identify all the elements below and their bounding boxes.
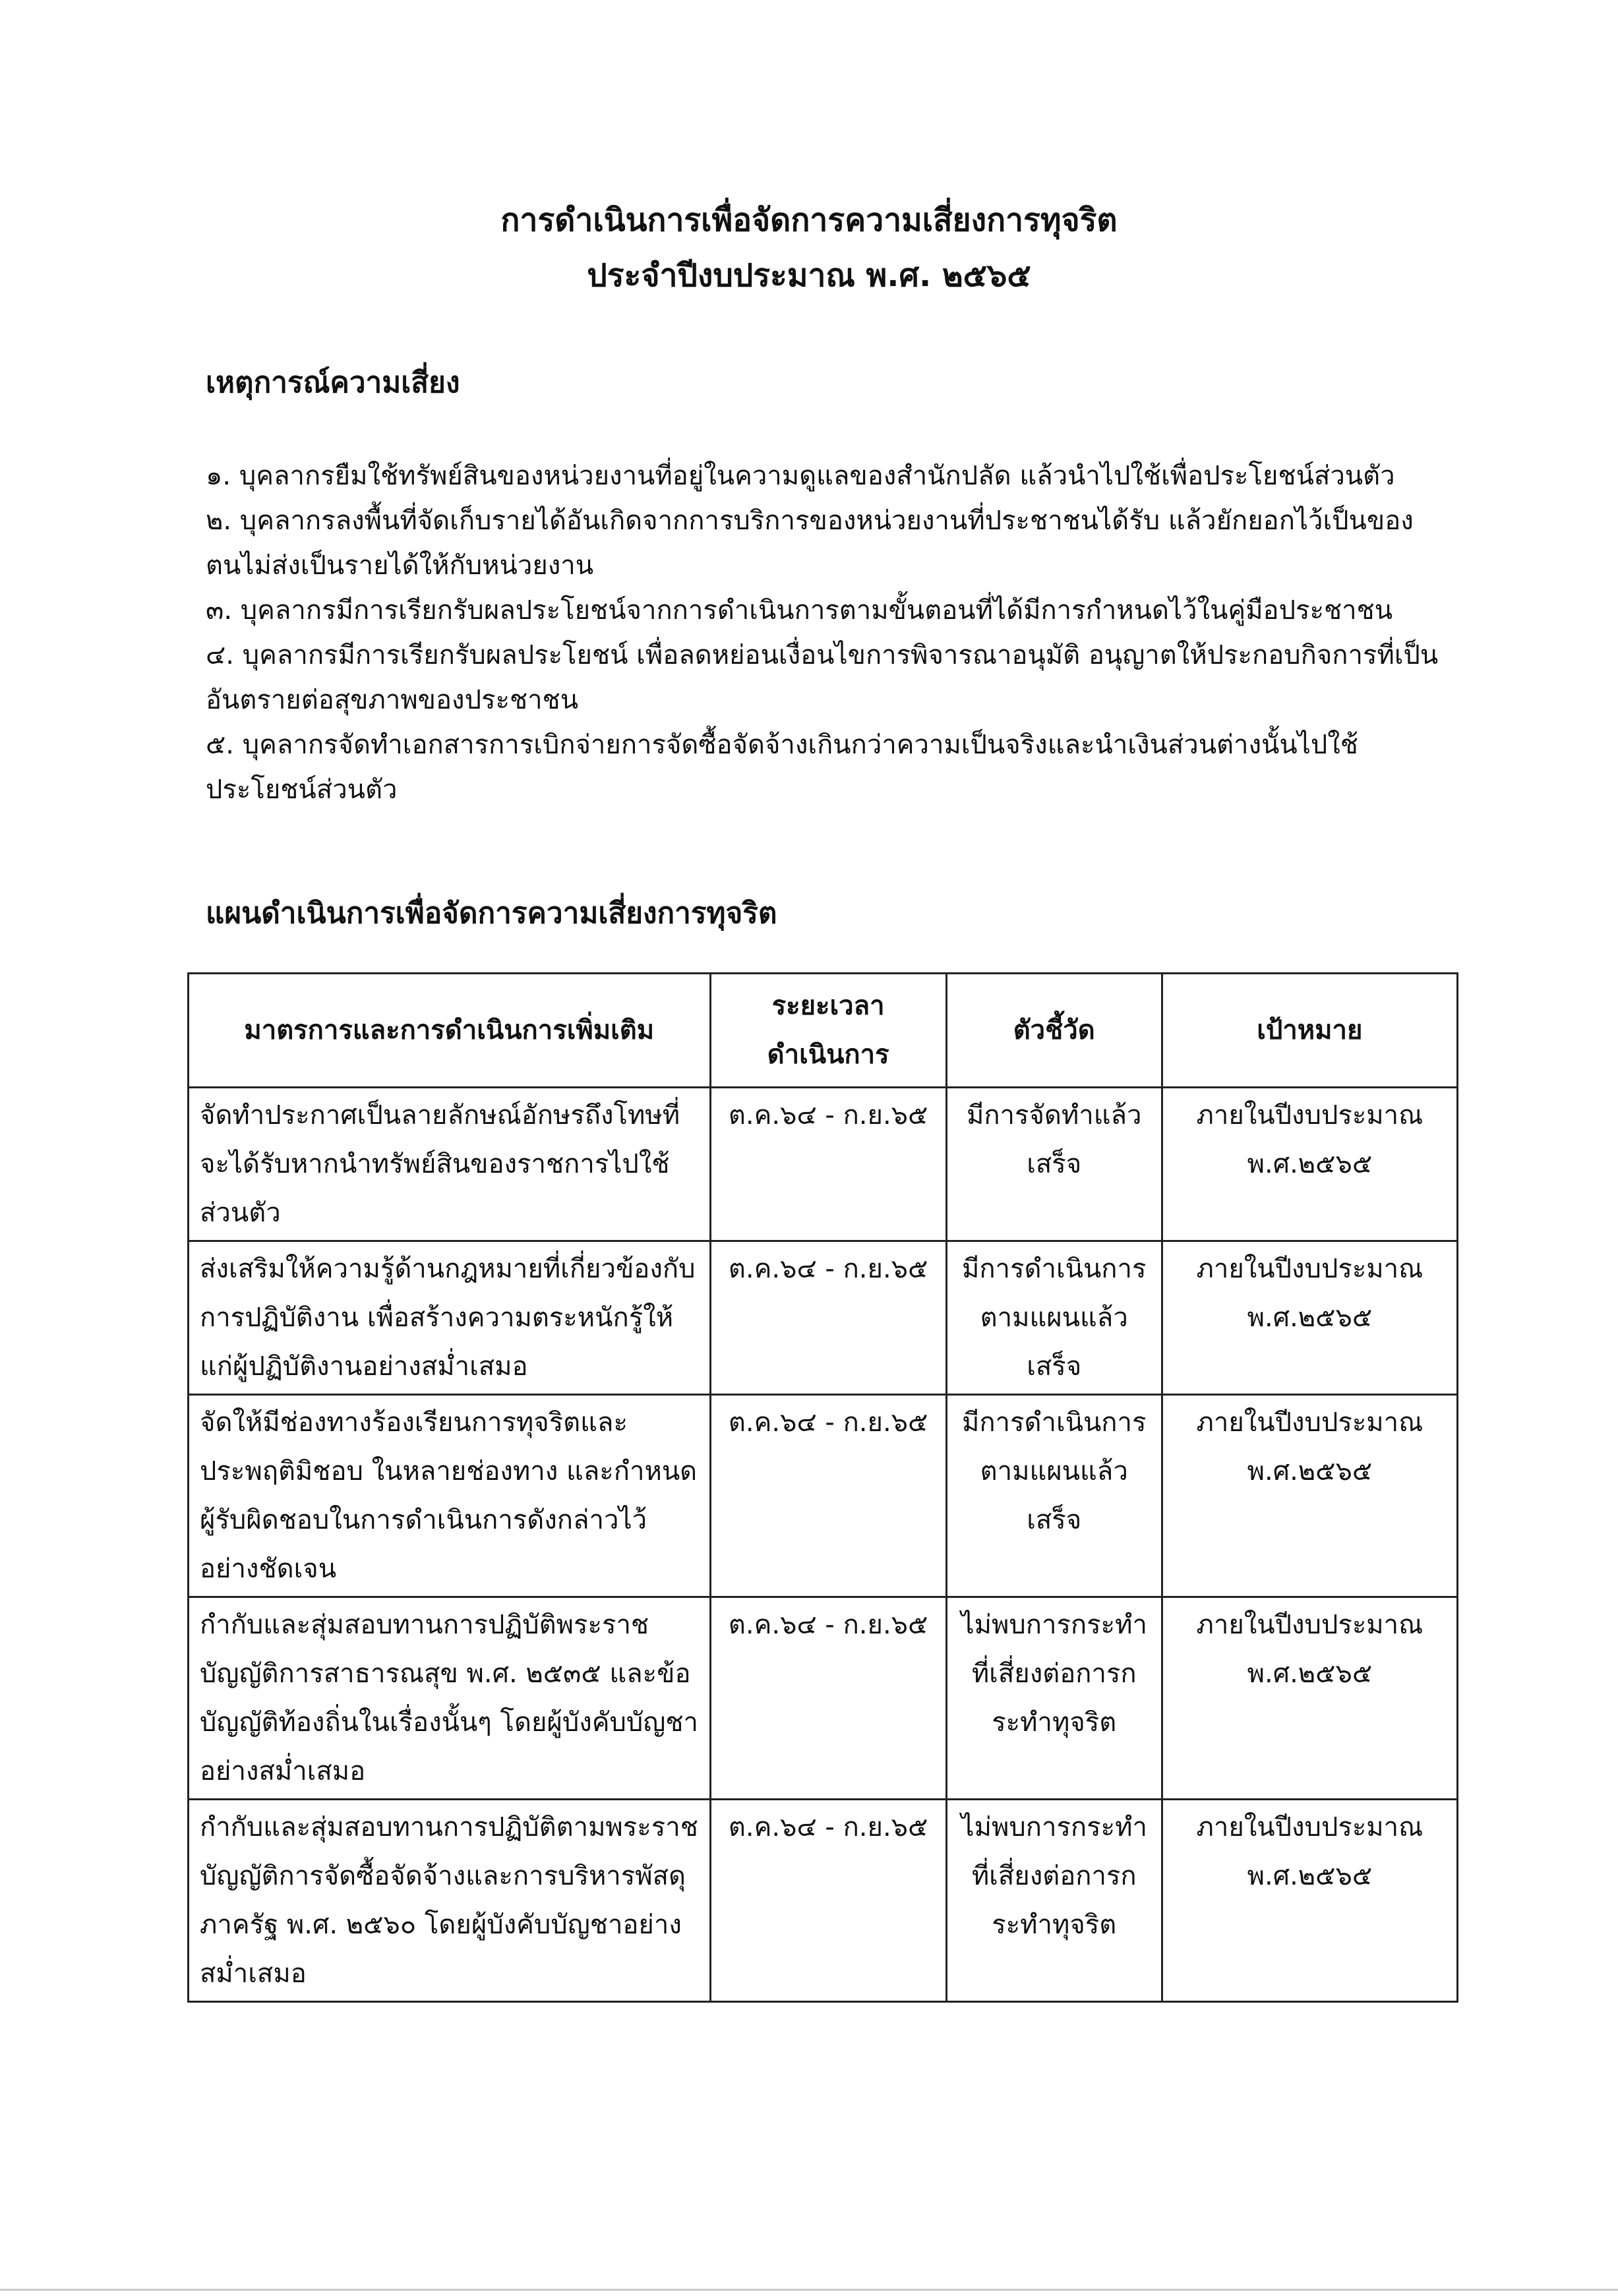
cell-target-line-2: พ.ศ.๒๕๖๕ xyxy=(1247,1149,1373,1179)
cell-period: ต.ค.๖๔ - ก.ย.๖๕ xyxy=(710,1088,946,1241)
cell-target xyxy=(1162,1395,1457,1597)
header-period xyxy=(710,974,946,1088)
risk-section-heading: เหตุการณ์ความเสี่ยง xyxy=(206,366,460,399)
cell-measure: ส่งเสริมให้ความรู้ด้านกฎหมายที่เกี่ยวข้องกับการปฏิบัติงาน เพื่อสร้างความตระหนักรู้ให้แก่ผู้ปฏิบัติงานอย่างสม่ำเสมอ xyxy=(189,1241,711,1395)
cell-target-line-1: ภายในปีงบประมาณ xyxy=(1196,1100,1423,1131)
risk-event-item-4: ๔. บุคลากรมีการเรียกรับผลประโยชน์ เพื่อลดหย่อนเงื่อนไขการพิจารณาอนุมัติ อนุญาตให้ประกอบกิจการที่เป็นอันตรายต่อสุขภาพของประชาชน xyxy=(206,640,1439,715)
cell-measure: กำกับและสุ่มสอบทานการปฏิบัติพระราชบัญญัติการสาธารณสุข พ.ศ. ๒๕๓๕ และข้อบัญญัติท้องถิ่นในเรื่องนั้นๆ โดยผู้บังคับบัญชาอย่างสม่ำเสมอ xyxy=(189,1597,711,1800)
header-target: เป้าหมาย xyxy=(1162,974,1457,1088)
cell-kpi: มีการดำเนินการตามแผนแล้วเสร็จ xyxy=(946,1241,1162,1395)
cell-target-line-2: พ.ศ.๒๕๖๕ xyxy=(1247,1456,1373,1487)
cell-kpi: ไม่พบการกระทำที่เสี่ยงต่อการกระทำทุจริต xyxy=(946,1800,1162,2002)
header-measure: มาตรการและการดำเนินการเพิ่มเติม xyxy=(189,974,711,1088)
risk-event-item-2: ๒. บุคลากรลงพื้นที่จัดเก็บรายได้อันเกิดจากการบริการของหน่วยงานที่ประชาชนได้รับ แล้วยักยอกไว้เป็นของตนไม่ส่งเป็นรายได้ให้กับหน่วยงาน xyxy=(206,506,1414,581)
cell-target-line-1: ภายในปีงบประมาณ xyxy=(1196,1254,1423,1284)
cell-kpi: มีการจัดทำแล้วเสร็จ xyxy=(946,1088,1162,1241)
page-bottom-rule xyxy=(0,2289,1618,2291)
cell-measure: จัดทำประกาศเป็นลายลักษณ์อักษรถึงโทษที่จะได้รับหากนำทรัพย์สินของราชการไปใช้ส่วนตัว xyxy=(189,1088,711,1241)
cell-target-line-1: ภายในปีงบประมาณ xyxy=(1196,1407,1423,1438)
table-row xyxy=(189,1800,1458,2002)
risk-event-item-5: ๕. บุคลากรจัดทำเอกสารการเบิกจ่ายการจัดซื้อจัดจ้างเกินกว่าความเป็นจริงและนำเงินส่วนต่างนั้นไปใช้ประโยชน์ส่วนตัว xyxy=(206,730,1358,805)
cell-period: ต.ค.๖๔ - ก.ย.๖๕ xyxy=(710,1395,946,1597)
cell-measure: กำกับและสุ่มสอบทานการปฏิบัติตามพระราชบัญญัติการจัดซื้อจัดจ้างและการบริหารพัสดุภาครัฐ พ.ศ. ๒๕๖๐ โดยผู้บังคับบัญชาอย่างสม่ำเสมอ xyxy=(189,1800,711,2002)
cell-kpi: มีการดำเนินการตามแผนแล้วเสร็จ xyxy=(946,1395,1162,1597)
cell-target-line-2: พ.ศ.๒๕๖๕ xyxy=(1247,1659,1373,1689)
plan-section-heading: แผนดำเนินการเพื่อจัดการความเสี่ยงการทุจริต xyxy=(206,897,777,930)
header-kpi: ตัวชี้วัด xyxy=(946,974,1162,1088)
cell-period: ต.ค.๖๔ - ก.ย.๖๕ xyxy=(710,1597,946,1800)
cell-measure: จัดให้มีช่องทางร้องเรียนการทุจริตและประพฤติมิชอบ ในหลายช่องทาง และกำหนดผู้รับผิดชอบในการดำเนินการดังกล่าวไว้อย่างชัดเจน xyxy=(189,1395,711,1597)
cell-kpi: ไม่พบการกระทำที่เสี่ยงต่อการกระทำทุจริต xyxy=(946,1597,1162,1800)
risk-event-list xyxy=(206,454,1445,812)
cell-target-line-2: พ.ศ.๒๕๖๕ xyxy=(1247,1861,1373,1891)
document-title-line-2: ประจำปีงบประมาณ พ.ศ. ๒๕๖๕ xyxy=(587,257,1031,294)
cell-target xyxy=(1162,1241,1457,1395)
risk-event-item-3: ๓. บุคลากรมีการเรียกรับผลประโยชน์จากการดำเนินการตามขั้นตอนที่ได้มีการกำหนดไว้ในคู่มือประชาชน xyxy=(206,595,1393,626)
header-period-line-1: ระยะเวลา xyxy=(771,991,885,1021)
cell-target xyxy=(1162,1088,1457,1241)
cell-period: ต.ค.๖๔ - ก.ย.๖๕ xyxy=(710,1241,946,1395)
cell-target xyxy=(1162,1800,1457,2002)
table-row xyxy=(189,1088,1458,1241)
cell-target-line-1: ภายในปีงบประมาณ xyxy=(1196,1610,1423,1640)
cell-target-line-1: ภายในปีงบประมาณ xyxy=(1196,1812,1423,1842)
table-header-row xyxy=(189,974,1458,1088)
risk-event-item-1: ๑. บุคลากรยืมใช้ทรัพย์สินของหน่วยงานที่อยู่ในความดูแลของสำนักปลัด แล้วนำไปใช้เพื่อประโยชน์ส่วนตัว xyxy=(206,461,1395,491)
cell-target xyxy=(1162,1597,1457,1800)
risk-plan-table xyxy=(187,972,1458,2003)
header-period-line-2: ดำเนินการ xyxy=(767,1040,889,1070)
document-title-line-1: การดำเนินการเพื่อจัดการความเสี่ยงการทุจริต xyxy=(500,202,1118,239)
cell-period: ต.ค.๖๔ - ก.ย.๖๕ xyxy=(710,1800,946,2002)
table-row xyxy=(189,1395,1458,1597)
table-row xyxy=(189,1241,1458,1395)
cell-target-line-2: พ.ศ.๒๕๖๕ xyxy=(1247,1303,1373,1333)
table-row xyxy=(189,1597,1458,1800)
